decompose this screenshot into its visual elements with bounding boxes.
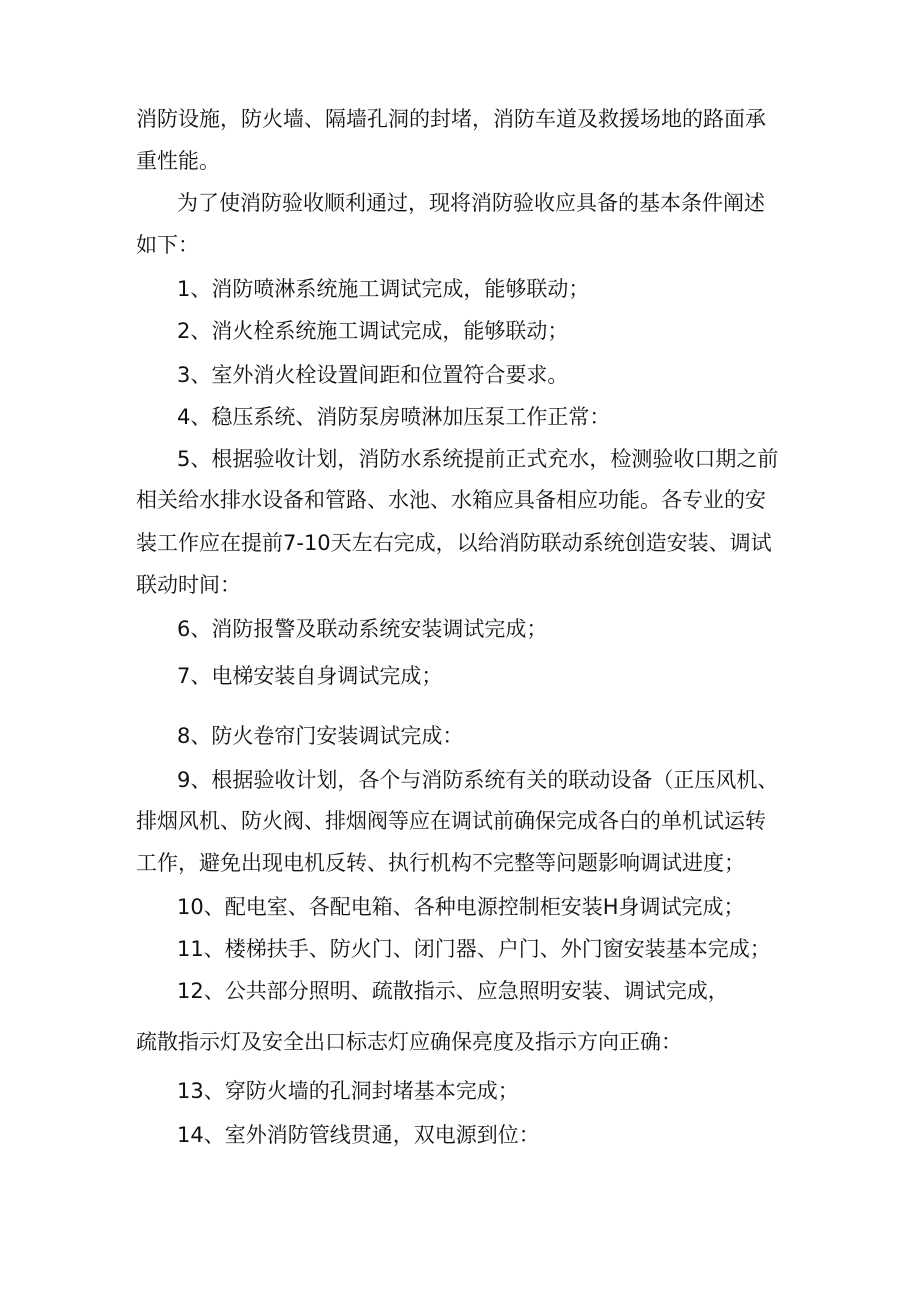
text-line: 重性能。 [136,149,220,173]
list-item: 7、电梯安装自身调试完成； [177,664,443,688]
list-item: 14、室外消防管线贯通，双电源到位： [177,1123,540,1147]
text-line: 疏散指示灯及安全出口标志灯应确保亮度及指示方向正确： [136,1030,682,1054]
text-line: 排烟风机、防火阀、排烟阀等应在调试前确保完成各白的单机试运转 [136,809,766,833]
text-line: 装工作应在提前7-10天左右完成，以给消防联动系统创造安装、调试 [136,531,772,555]
list-item: 1、消防喷淋系统施工调试完成，能够联动； [177,277,590,301]
text-line: 联动时间： [136,573,241,597]
list-item: 4、稳压系统、消防泵房喷淋加压泵工作正常： [177,405,611,429]
text-line: 工作，避免出现电机反转、执行机构不完整等问题影响调试进度； [136,851,745,875]
list-item: 8、防火卷帘门安装调试完成： [177,724,464,748]
list-item: 13、穿防火墙的孔洞封堵基本完成； [177,1079,519,1103]
text-line: 如下： [136,233,199,257]
list-item: 6、消防报警及联动系统安装调试完成； [177,617,548,641]
list-item: 11、楼梯扶手、防火门、闭门器、户门、外门窗安装基本完成； [177,937,771,961]
text-line: 相关给水排水设备和管路、水池、水箱应具备相应功能。各专业的安 [136,488,766,512]
text-line: 消防设施，防火墙、隔墙孔洞的封堵，消防车道及救援场地的路面承 [136,107,766,131]
list-item: 5、根据验收计划，消防水系统提前正式充水，检测验收口期之前 [177,447,779,471]
text-line: 为了使消防验收顺利通过，现将消防验收应具备的基本条件阐述 [177,191,765,215]
list-item: 10、配电室、各配电箱、各种电源控制柜安装H身调试完成； [177,895,745,919]
list-item: 12、公共部分照明、疏散指示、应急照明安装、调试完成， [177,979,729,1003]
list-item: 3、室外消火栓设置间距和位置符合要求。 [177,363,569,387]
list-item: 9、根据验收计划，各个与消防系统有关的联动设备（正压风机、 [177,768,779,792]
list-item: 2、消火栓系统施工调试完成，能够联动； [177,319,569,343]
